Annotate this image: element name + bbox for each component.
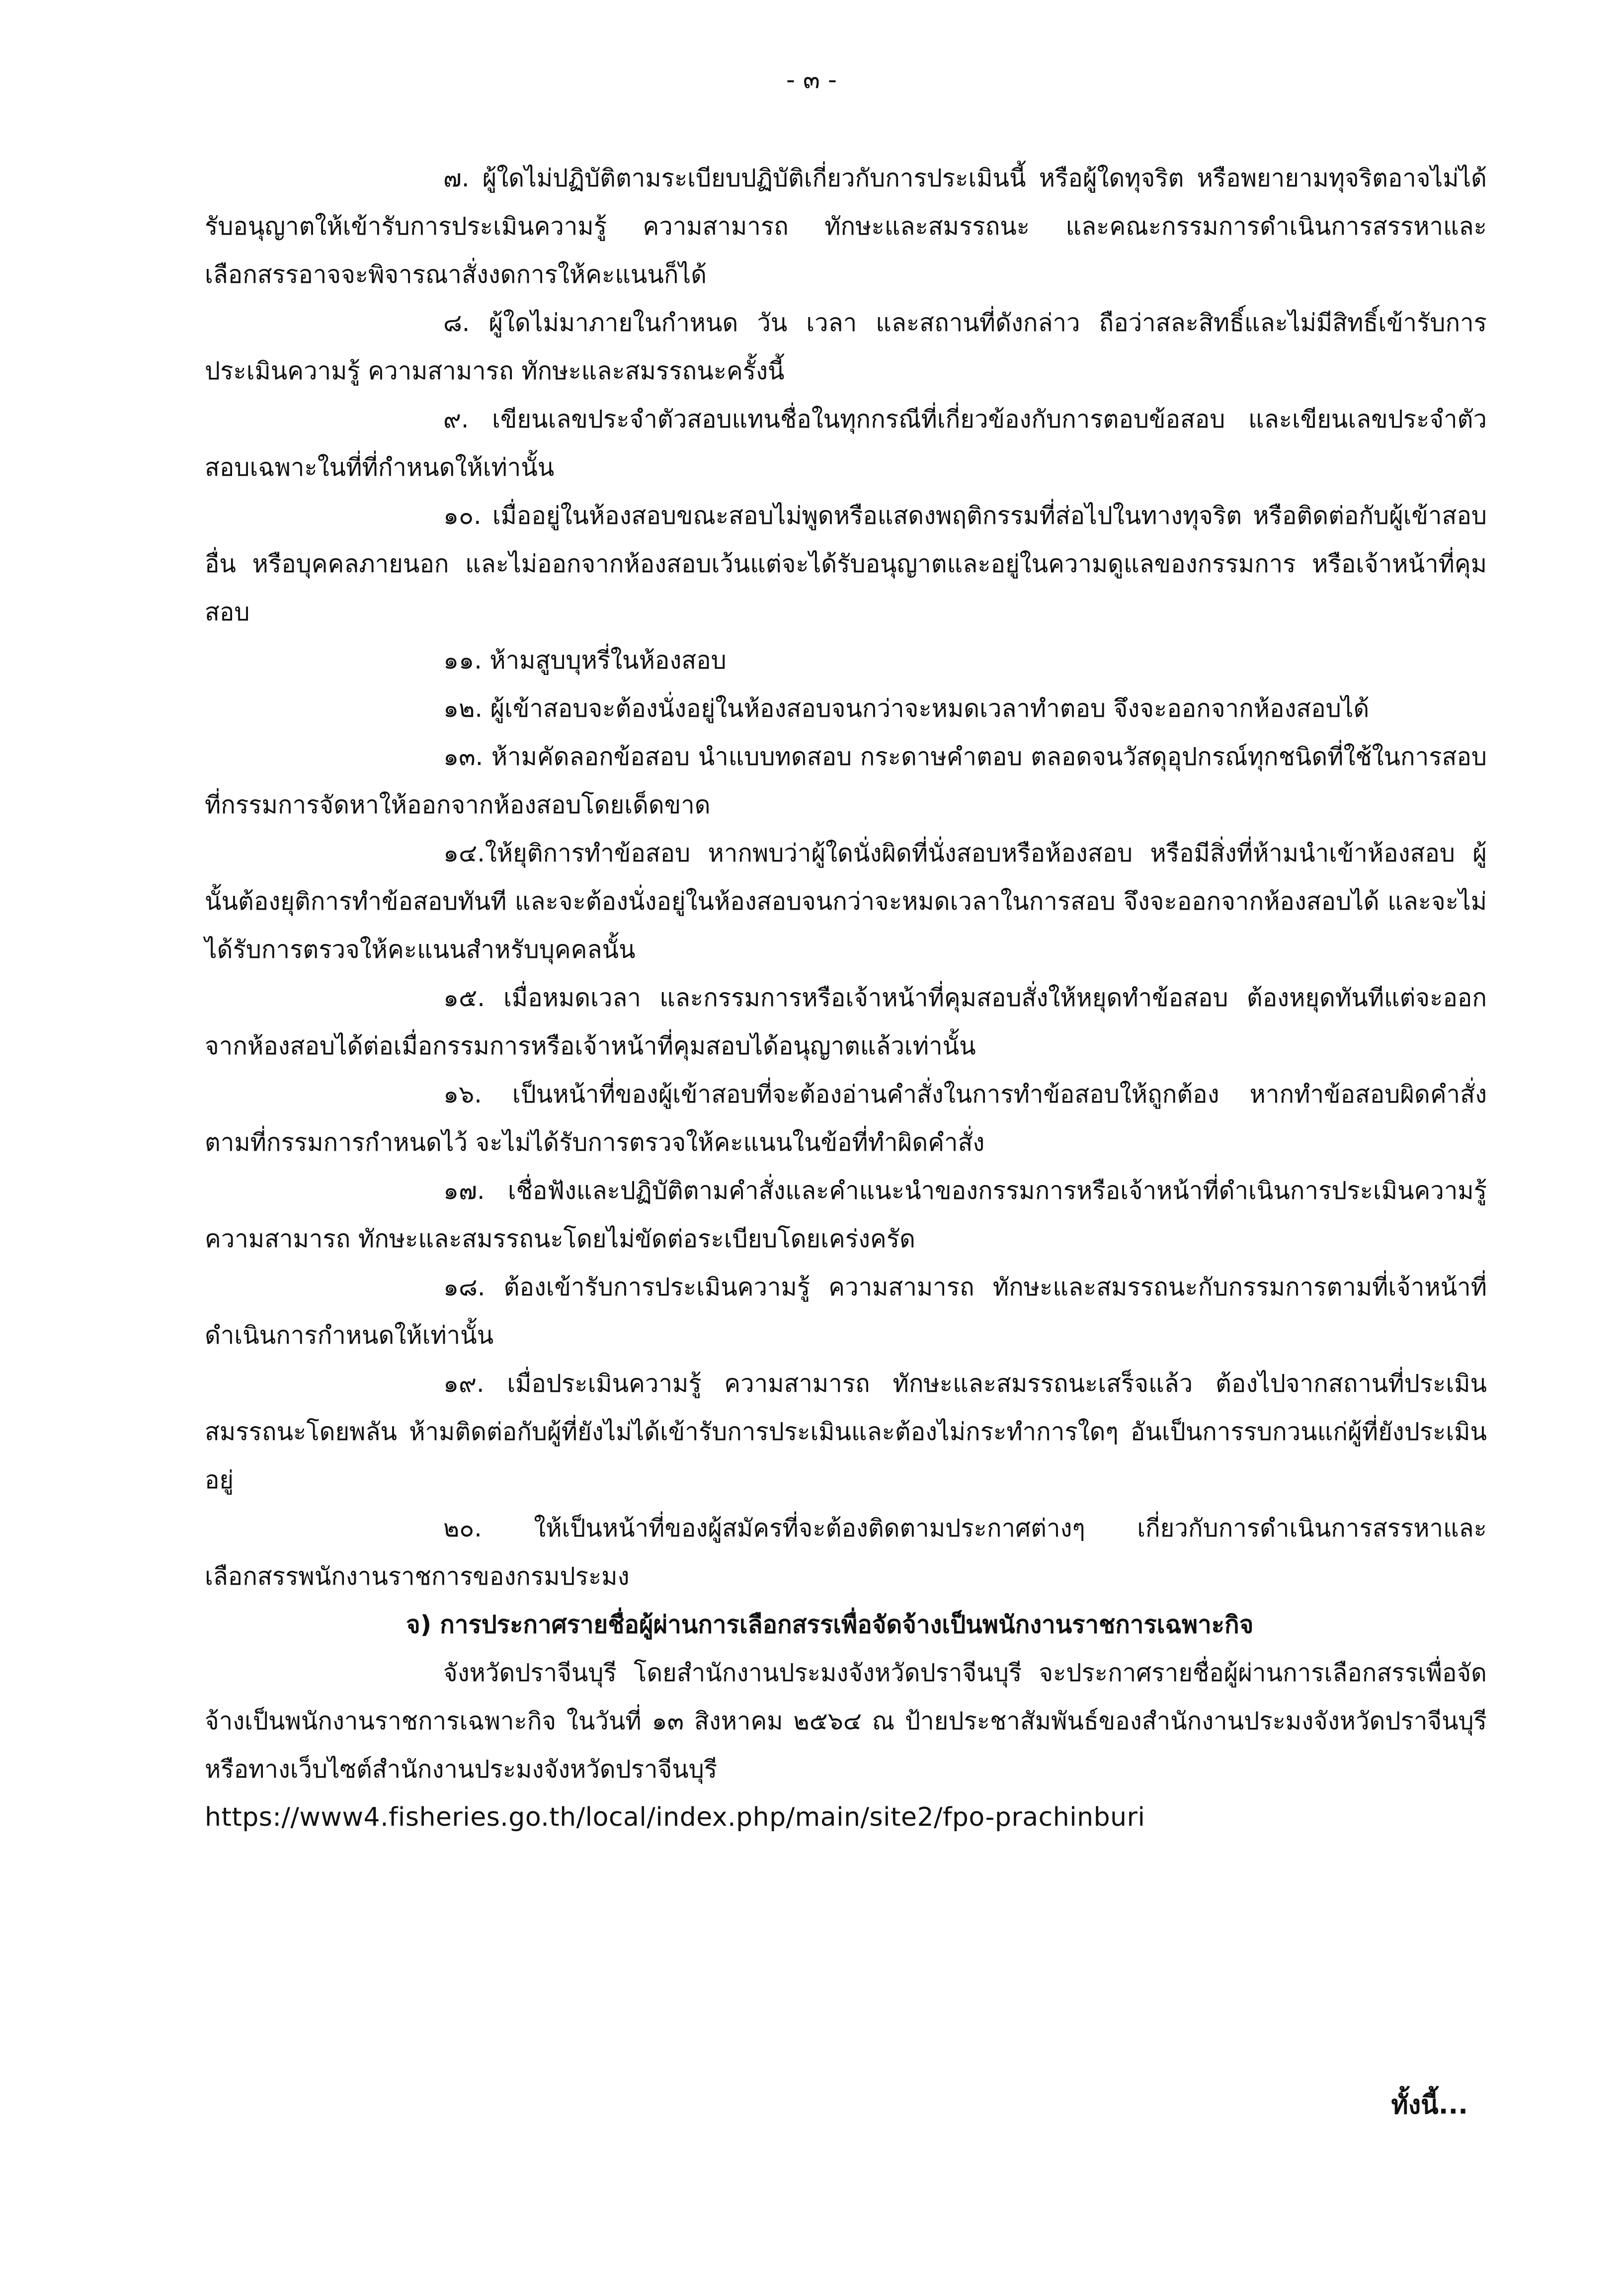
rule-item-15: ๑๕. เมื่อหมดเวลา และกรรมการหรือเจ้าหน้าที่คุมสอบสั่งให้หยุดทำข้อสอบ ต้องหยุดทันทีแต่จะออกจากห้องสอบได้ต่อเมื่อกรรมการหรือเจ้าหน้าที่คุมสอบได้อนุญาตแล้วเท่านั้น — [205, 984, 1487, 1060]
rule-item-8: ๘. ผู้ใดไม่มาภายในกำหนด วัน เวลา และสถานที่ดังกล่าว ถือว่าสละสิทธิ์และไม่มีสิทธิ์เข้ารับการประเมินความรู้ ความสามารถ ทักษะและสมรรถนะครั้งนี้ — [205, 309, 1487, 385]
rule-item-12: ๑๒. ผู้เข้าสอบจะต้องนั่งอยู่ในห้องสอบจนกว่าจะหมดเวลาทำตอบ จึงจะออกจากห้องสอบได้ — [443, 694, 1370, 723]
section-heading: จ) การประกาศรายชื่อผู้ผ่านการเลือกสรรเพื่อจัดจ้างเป็นพนักงานราชการเฉพาะกิจ — [406, 1611, 1254, 1639]
rule-item-10: ๑๐. เมื่ออยู่ในห้องสอบขณะสอบไม่พูดหรือแสดงพฤติกรรมที่ส่อไปในทางทุจริต หรือติดต่อกับผู้เข้าสอบอื่น หรือบุคคลภายนอก และไม่ออกจากห้องสอบเว้นแต่จะได้รับอนุญาตและอยู่ในความดูแลของกรรมการ หรือเจ้าหน้าที่คุมสอบ — [205, 502, 1487, 626]
rule-item-16: ๑๖. เป็นหน้าที่ของผู้เข้าสอบที่จะต้องอ่านคำสั่งในการทำข้อสอบให้ถูกต้อง หากทำข้อสอบผิดคำสั่งตามที่กรรมการกำหนดไว้ จะไม่ได้รับการตรวจให้คะแนนในข้อที่ทำผิดคำสั่ง — [205, 1080, 1487, 1157]
rule-item-9: ๙. เขียนเลขประจำตัวสอบแทนชื่อในทุกกรณีที่เกี่ยวข้องกับการตอบข้อสอบ และเขียนเลขประจำตัวสอบเฉพาะในที่ที่กำหนดให้เท่านั้น — [205, 405, 1487, 482]
rule-item-20: ๒๐. ให้เป็นหน้าที่ของผู้สมัครที่จะต้องติดตามประกาศต่างๆ เกี่ยวกับการดำเนินการสรรหาและเลือกสรรพนักงานราชการของกรมประมง — [205, 1514, 1487, 1591]
rule-item-19: ๑๙. เมื่อประเมินความรู้ ความสามารถ ทักษะและสมรรถนะเสร็จแล้ว ต้องไปจากสถานที่ประเมินสมรรถนะโดยพลัน ห้ามติดต่อกับผู้ที่ยังไม่ได้เข้ารับการประเมินและต้องไม่กระทำการใดๆ อันเป็นการรบกวนแก่ผู้ที่ยังประเมินอยู่ — [205, 1369, 1487, 1494]
rule-item-7: ๗. ผู้ใดไม่ปฏิบัติตามระเบียบปฏิบัติเกี่ยวกับการประเมินนี้ หรือผู้ใดทุจริต หรือพยายามทุจริตอาจไม่ได้รับอนุญาตให้เข้ารับการประเมินความรู้ ความสามารถ ทักษะและสมรรถนะ และคณะกรรมการดำเนินการสรรหาและเลือกสรรอาจจะพิจารณาสั่งงดการให้คะแนนก็ได้ — [205, 164, 1487, 289]
announcement-paragraph: จังหวัดปราจีนบุรี โดยสำนักงานประมงจังหวัดปราจีนบุรี จะประกาศรายชื่อผู้ผ่านการเลือกสรรเพื่อจัดจ้างเป็นพนักงานราชการเฉพาะกิจ ในวันที่ ๑๓ สิงหาคม ๒๕๖๔ ณ ป้ายประชาสัมพันธ์ของสำนักงานประมงจังหวัดปราจีนบุรี หรือทางเว็บไซต์สำนักงานประมงจังหวัดปราจีนบุรี — [205, 1659, 1487, 1784]
rule-item-13: ๑๓. ห้ามคัดลอกข้อสอบ นำแบบทดสอบ กระดาษคำตอบ ตลอดจนวัสดุอุปกรณ์ทุกชนิดที่ใช้ในการสอบที่กรรมการจัดหาให้ออกจากห้องสอบโดยเด็ดขาด — [205, 743, 1487, 819]
rule-item-17: ๑๗. เชื่อฟังและปฏิบัติตามคำสั่งและคำแนะนำของกรรมการหรือเจ้าหน้าที่ดำเนินการประเมินความรู้ ความสามารถ ทักษะและสมรรถนะโดยไม่ขัดต่อระเบียบโดยเคร่งครัด — [205, 1177, 1487, 1253]
closing-continuation: ทั้งนี้... — [1391, 2090, 1468, 2120]
rule-item-11: ๑๑. ห้ามสูบบุหรี่ในห้องสอบ — [443, 646, 727, 675]
website-url: https://www4.fisheries.go.th/local/index.php/main/site2/fpo-prachinburi — [205, 1802, 1145, 1832]
page-number: - ๓ - — [786, 65, 837, 94]
rule-item-14: ๑๔.ให้ยุติการทำข้อสอบ หากพบว่าผู้ใดนั่งผิดที่นั่งสอบหรือห้องสอบ หรือมีสิ่งที่ห้ามนำเข้าห้องสอบ ผู้นั้นต้องยุติการทำข้อสอบทันที และจะต้องนั่งอยู่ในห้องสอบจนกว่าจะหมดเวลาในการสอบ จึงจะออกจากห้องสอบได้ และจะไม่ได้รับการตรวจให้คะแนนสำหรับบุคคลนั้น — [205, 839, 1487, 964]
rule-item-18: ๑๘. ต้องเข้ารับการประเมินความรู้ ความสามารถ ทักษะและสมรรถนะกับกรรมการตามที่เจ้าหน้าที่ดำเนินการกำหนดให้เท่านั้น — [205, 1273, 1487, 1350]
document-body — [205, 154, 1487, 1842]
